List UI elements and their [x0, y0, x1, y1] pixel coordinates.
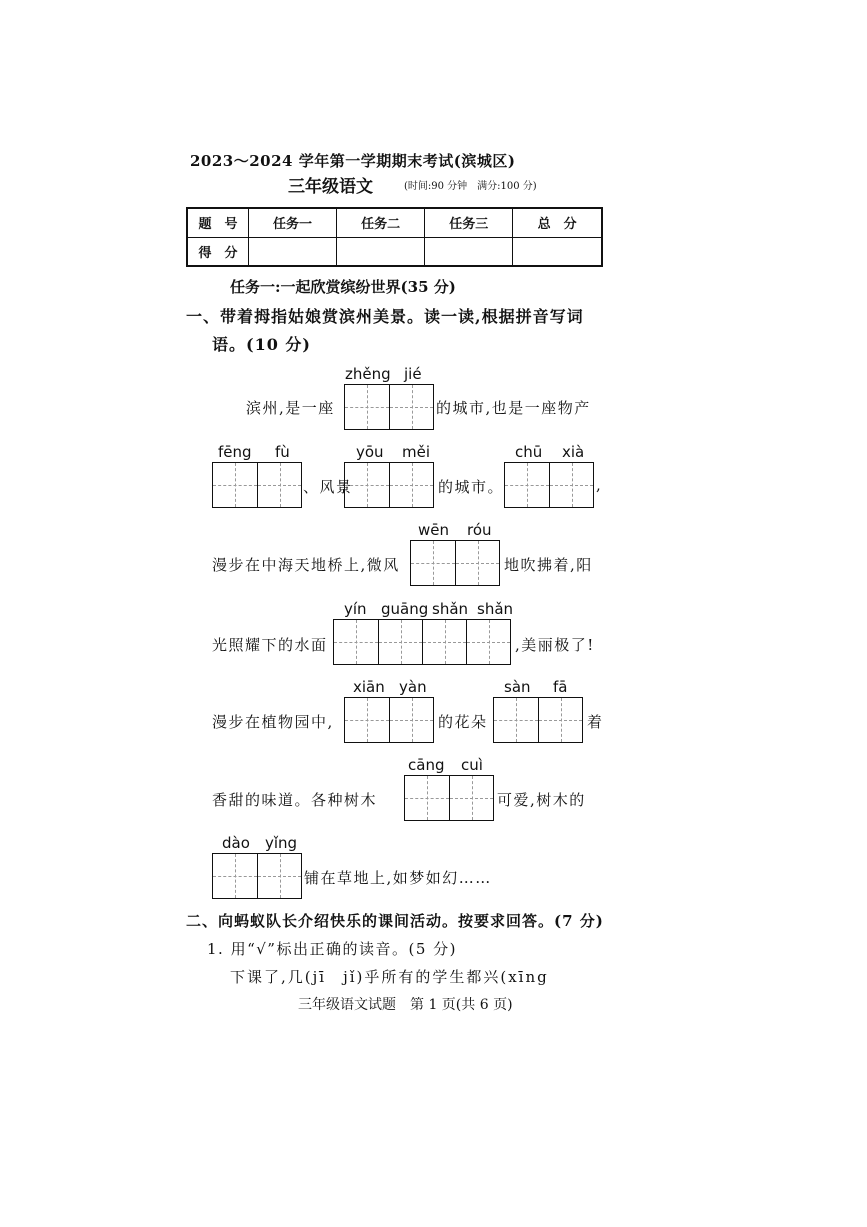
- pinyin-label: jié: [404, 365, 422, 383]
- pinyin-label: zhěng: [345, 365, 391, 383]
- pinyin-label: cāng: [408, 756, 445, 774]
- pinyin-label: yōu: [356, 443, 384, 461]
- pinyin-label: wēn: [418, 521, 450, 539]
- pinyin-label: fù: [275, 443, 290, 461]
- pinyin-label: shǎn: [432, 600, 469, 618]
- q1-text: 光照耀下的水面: [212, 636, 328, 654]
- q1-text: 漫步在中海天地桥上,微风: [212, 556, 400, 574]
- score-header-cell: 任务一: [249, 208, 337, 237]
- pinyin-label: shǎn: [477, 600, 514, 618]
- pinyin-label: fēng: [218, 443, 252, 461]
- score-header-cell: 题 号: [187, 208, 249, 237]
- q1-instruction-cont: 语。(10 分): [212, 335, 311, 354]
- answer-grid[interactable]: [212, 462, 302, 508]
- q1-text: 漫步在植物园中,: [212, 713, 334, 731]
- exam-header-line: 2023～2024 学年第一学期期末考试(滨城区): [190, 152, 516, 170]
- q1-text: ,: [596, 476, 603, 494]
- q1-text: 着: [587, 713, 604, 731]
- score-blank-cell[interactable]: [337, 237, 425, 266]
- pinyin-label: dào: [222, 834, 250, 852]
- answer-grid[interactable]: [410, 540, 500, 586]
- q1-text: 的城市,也是一座物产: [436, 399, 591, 417]
- q1-instruction: 一、带着拇指姑娘赏滨州美景。读一读,根据拼音写词: [186, 307, 584, 326]
- score-blank-cell[interactable]: [249, 237, 337, 266]
- pinyin-label: sàn: [504, 678, 531, 696]
- score-table: [186, 207, 603, 267]
- task1-title: 任务一:一起欣赏缤纷世界(35 分): [230, 278, 456, 296]
- answer-grid[interactable]: [404, 775, 494, 821]
- pinyin-label: yǐng: [265, 834, 298, 852]
- answer-grid[interactable]: [344, 384, 434, 430]
- pinyin-label: guāng: [381, 600, 429, 618]
- pinyin-label: xiān: [353, 678, 385, 696]
- q2-instruction: 二、向蚂蚁队长介绍快乐的课间活动。按要求回答。(7 分): [186, 912, 604, 930]
- score-header-cell: 任务二: [337, 208, 425, 237]
- score-blank-cell[interactable]: [513, 237, 602, 266]
- q1-text: 可爱,树木的: [497, 791, 586, 809]
- q1-text: 滨州,是一座: [246, 399, 335, 417]
- q1-text: 、风景: [303, 478, 353, 496]
- q2-sub1: 1. 用“√”标出正确的读音。(5 分): [207, 940, 457, 958]
- pinyin-label: róu: [467, 521, 492, 539]
- exam-title: 三年级语文: [288, 177, 373, 197]
- answer-grid[interactable]: [344, 697, 434, 743]
- pinyin-label: měi: [402, 443, 431, 461]
- pinyin-label: yàn: [399, 678, 427, 696]
- answer-grid[interactable]: [212, 853, 302, 899]
- q1-text: 香甜的味道。各种树木: [212, 791, 378, 809]
- score-row-label: 得 分: [187, 237, 249, 266]
- q2-sentence: 下课了,几(jī jǐ)乎所有的学生都兴(xīng: [230, 968, 549, 986]
- page-footer: 三年级语文试题 第 1 页(共 6 页): [298, 997, 513, 1013]
- score-header-cell: 总 分: [513, 208, 602, 237]
- exam-time-note: (时间:90 分钟 满分:100 分): [404, 181, 537, 192]
- answer-grid[interactable]: [333, 619, 511, 665]
- score-blank-cell[interactable]: [425, 237, 513, 266]
- answer-grid[interactable]: [504, 462, 594, 508]
- pinyin-label: fā: [553, 678, 568, 696]
- pinyin-label: yín: [344, 600, 367, 618]
- pinyin-label: cuì: [461, 756, 483, 774]
- answer-grid[interactable]: [493, 697, 583, 743]
- pinyin-label: xià: [562, 443, 585, 461]
- q1-text: ,美丽极了!: [515, 636, 595, 654]
- q1-text: 地吹拂着,阳: [504, 556, 593, 574]
- q1-text: 铺在草地上,如梦如幻……: [304, 869, 492, 887]
- q1-text: 的城市。: [438, 478, 505, 496]
- q1-text: 的花朵: [438, 713, 488, 731]
- pinyin-label: chū: [515, 443, 543, 461]
- score-header-cell: 任务三: [425, 208, 513, 237]
- answer-grid[interactable]: [344, 462, 434, 508]
